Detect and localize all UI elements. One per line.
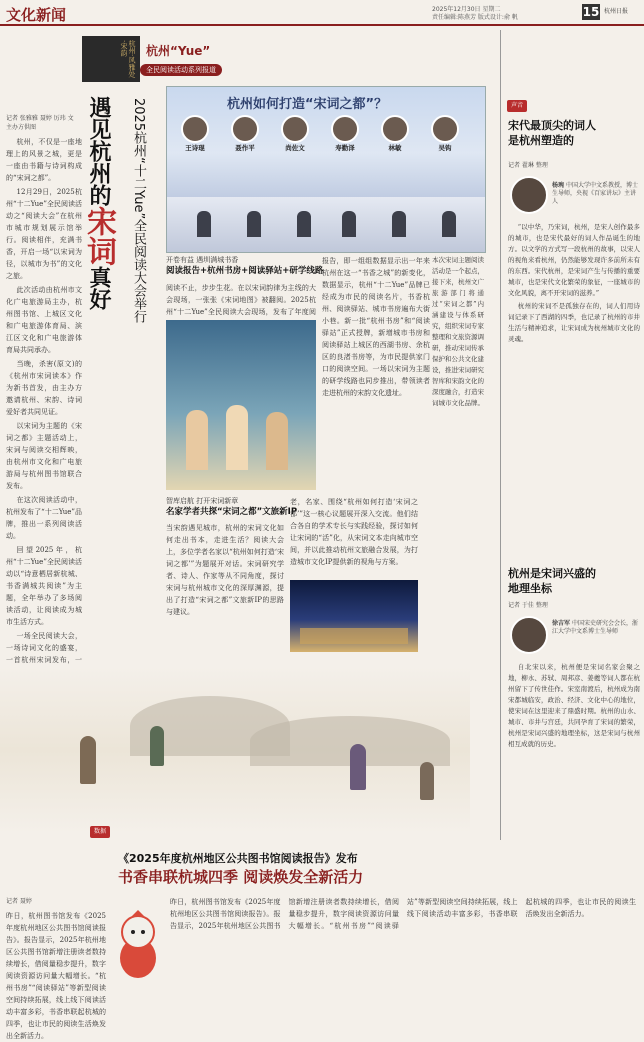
- main-headline: [81, 96, 116, 396]
- speaker-figure: [297, 211, 311, 237]
- section4-body: 老，名家、围绕“杭州如何打造‘宋词之都’”这一核心议题展开深入交流。他们结合各自的学术专长与实践经验，探讨如何让宋词的“活”化，从宋词文本走向城市空间，并以此推动杭州文旅融合发展，为打造城市文化IP提供新的视角与方案。: [290, 498, 418, 566]
- section3-headline: 名家学者共探“宋词之都”文旅新IP: [166, 507, 298, 517]
- lead-paragraph: 当晚，杀害(原文)的《杭州市宋词读本》作为新书首发，由主办方邀请杭州、宋韵、诗词爱好者共同见证。: [6, 360, 82, 416]
- headline-part2: 真好: [86, 266, 111, 310]
- event-photo: [166, 86, 486, 253]
- stage-lights: [300, 628, 408, 644]
- headline-highlight: 宋词: [81, 206, 116, 266]
- paper-logo: 杭州日报: [604, 8, 629, 15]
- guest-name: 吴钩: [438, 144, 452, 152]
- right-paragraph: “以中华，乃宋词，杭州，是宋人创作最多的城市，也是宋代最好的词人作品诞生的地方。以文学的方式写一段杭州的故事，以宋人的视角来看杭州，仍然能够发现许多前所未有的东西。宋代杭州，是宋词产生与传播的重要城市，也是宋代文化繁荣的象征，一座城市的文化风貌，离不开宋词的滋养。”: [508, 223, 640, 297]
- editor-line: 责任编辑:陈燕芳 版式设计:俞 帆: [432, 14, 518, 21]
- guest-avatar: [431, 115, 459, 143]
- voice-tag: 声音: [507, 100, 527, 112]
- issue-date: 2025年12月30日 星期二: [432, 6, 501, 13]
- bottom-headline: 《2025年度杭州地区公共图书馆阅读报告》发布: [118, 852, 358, 865]
- lead-paragraph: 一场全民阅读大会，一场诗词文化的盛宴，一首杭州宋词发布，一: [6, 632, 82, 664]
- guest-card: [375, 115, 415, 152]
- right-byline2: 记者 于佳 整理: [508, 602, 548, 609]
- performer-figure: [186, 410, 208, 470]
- guest-row: [175, 115, 465, 152]
- side-note: 本次宋词主题阅读活动是一个起点，接下来，杭州文广旅游部门将通过“宋词之都”内涵建设与体系研究，组织宋词专家整理和文旅资源调研，推动宋词传承保护和公共文化建设，推进宋词研究智库和宋韵文化的深度融合，打造宋词城市文化品牌。: [432, 256, 484, 407]
- guest-avatar: [231, 115, 259, 143]
- guest-card: [225, 115, 265, 152]
- section3-body: 当宋韵遇见城市，杭州的宋词文化如何走出书本，走进生活？阅读大会上，多位学者名家以“杭州如何打造‘宋词之都’”为题展开对话。宋词研究学者、诗人、作家等从不同角度，探讨宋词与杭州城市文化的深厚渊源，提出了打造“宋词之都”文旅新IP的思路与建议。: [166, 524, 284, 616]
- section3-kicker: 智库启航 打开宋词新章: [166, 497, 239, 505]
- guest-avatar: [381, 115, 409, 143]
- guest-card: [325, 115, 365, 152]
- mascot-illustration: [112, 910, 164, 980]
- right-article1-body: [508, 222, 640, 412]
- right-title-line: 杭州是宋词兴盛的: [508, 567, 596, 580]
- speaker-figure: [197, 211, 211, 237]
- performer-figure: [266, 412, 288, 470]
- section1-headline: 阅读报告+杭州书房+阅读驿站+研学线路: [166, 266, 324, 276]
- guest-card: [425, 115, 465, 152]
- scholar-figure: [80, 736, 96, 784]
- lead-paragraph: 12月29日，2025杭州“十二Yue”全民阅读活动之“阅读大会”在杭州市城市规划展示馆举行。阅读相伴，充满书香，开启一场“以宋词为径，以城市为书”的文化之旅。: [6, 188, 82, 280]
- lead-article: [6, 136, 82, 664]
- series-subtitle: 全民阅读活动系列报道: [140, 64, 222, 76]
- bottom-subheadline: 书香串联杭城四季 阅读焕发全新活力: [118, 868, 364, 886]
- speaker-figure: [247, 211, 261, 237]
- performer-figure: [226, 405, 248, 470]
- guest-name: 聂作平: [235, 144, 255, 152]
- guest-card: [275, 115, 315, 152]
- guest-name: 林敏: [388, 144, 402, 152]
- guest-name: 王诗琨: [185, 144, 205, 152]
- right-paragraph: 杭州的宋词不是孤独存在的，词人们用诗词记录下了西湖的四季，也记录了杭州的市井生活与精神追求，让宋词成为杭州城市文化的灵魂。: [508, 302, 640, 343]
- right-title-line: 是杭州塑造的: [508, 134, 574, 147]
- section-title: 文化新闻: [6, 6, 67, 24]
- bottom-byline: 记者 聂婷: [6, 898, 32, 905]
- lead-byline: 记者 张雅雅 聂婷 厉玮 文 主办方供图: [6, 115, 74, 131]
- expert2-desc: 中国宋史研究会会长，浙江大学中文系博士生导师: [552, 620, 638, 635]
- speaker-figure: [342, 211, 356, 237]
- speaker-figure: [442, 211, 456, 237]
- expert2-name: 徐吉军: [552, 620, 571, 627]
- section1-kicker: 开卷有益 遇圳满城书香: [166, 256, 239, 264]
- data-tag: 数据: [90, 826, 110, 838]
- ink-painting: [0, 666, 470, 834]
- headline-kicker: 2025杭州“十二Yue”全民阅读大会举行: [131, 98, 146, 324]
- headline-part1: 遇见杭州的: [86, 96, 111, 206]
- expert1-name: 杨琬: [552, 182, 565, 189]
- page-number: 15: [582, 5, 600, 19]
- right-article2-title: [508, 566, 638, 596]
- expert-portrait: [510, 616, 548, 654]
- bottom-body-col1: 昨日，杭州图书馆发布《2025年度杭州地区公共图书馆阅读报告》。报告显示，2025年杭州地区公共图书馆新增注册读者数持续增长，借阅量稳步提升，数字阅读资源访问量大幅增长。“杭州书房”“阅读驿站”等新型阅读空间持续拓展，线上线下阅读活动丰富多彩，书香串联起杭城的四季，也让市民的阅读生活焕发出全新活力。: [6, 912, 106, 1040]
- lead-paragraph: 以宋词为主题的《宋词之都》主题活动上，宋词与阅读交相辉映，由杭州市文化和广电旅游局与杭州图书馆联合发布。: [6, 422, 82, 490]
- guest-name: 寿勤泽: [335, 144, 355, 152]
- bottom-body-columns: 昨日，杭州图书馆发布《2025年度杭州地区公共图书馆阅读报告》。报告显示，2025年杭州地区公共图书馆新增注册读者数持续增长，借阅量稳步提升，数字阅读资源访问量大幅增长。“杭州书房”“阅读驿站”等新型阅读空间持续拓展，线上线下阅读活动丰富多彩，书香串联起杭城的四季，也让市民的阅读生活焕发出全新活力。: [170, 898, 636, 930]
- stage-floor: [167, 197, 485, 252]
- right-article1-title: [508, 118, 638, 148]
- expert1-desc: 中国大学中文系教授，博士生导师，央视《百家讲坛》主讲人: [552, 182, 638, 205]
- photo-banner-title: 杭州如何打造“宋词之都”？: [227, 97, 388, 112]
- right-paragraph: 自北宋以来，杭州便是宋词名家会聚之地，柳永、苏轼、周邦彦、姜夔等词人都在杭州留下了传世佳作。宋室南渡后，杭州成为南宋都城临安，政治、经济、文化中心的地位，使宋词在这里迎来了鼎盛时期。杭州的山水、城市、市井与宫廷，共同孕育了宋词的繁荣，杭州是宋词兴盛的地理坐标，这是宋词与杭州相互成就的历史。: [508, 663, 640, 748]
- expert2-caption: [552, 620, 640, 636]
- header-rule: [0, 24, 644, 26]
- right-title-line: 宋代最顶尖的词人: [508, 119, 596, 132]
- stage-photo: [290, 580, 418, 652]
- right-byline1: 记者 翟琳 整理: [508, 162, 548, 169]
- issue-meta: [432, 6, 518, 22]
- scholar-figure: [350, 744, 366, 790]
- right-title-line: 地理坐标: [508, 582, 552, 595]
- expert1-caption: [552, 182, 640, 206]
- expert-portrait: [510, 176, 548, 214]
- section2-body: 报告，即一组组数据显示出一年来杭州在这一“书香之城”的新变化，数据显示，杭州“十二Yue”品牌已经成为市民的阅读名片，书香杭州、阅读驿站、城市书房遍布大街小巷。新一批“杭州书房”和“阅读驿站”正式授牌，新增城市书房和阅读驿站上城区的西湖书房、余杭区的良渚书房等，为市民提供家门口的阅读空间。一场以宋词为主题的研学线路也同步推出，带领读者走进杭州的宋韵文化遗址。: [322, 257, 430, 397]
- guest-avatar: [281, 115, 309, 143]
- scholar-figure: [150, 726, 164, 766]
- guest-name: 尚佐文: [285, 144, 305, 152]
- guest-avatar: [181, 115, 209, 143]
- series-brush-badge: 杭州·风雅处·宋韵: [82, 36, 140, 82]
- section1-body: 阅读不止，步步生花。在以宋词韵律为主线的大会现场，一张张《宋词地图》被翻阅。2025杭州“十二Yue”全民阅读大会现场，发布了年度阅: [166, 284, 316, 316]
- lead-paragraph: 此次活动由杭州市文化广电旅游局主办，杭州图书馆、上城区文化和广电旅游体育局、滨江区文化和广电旅游体育局共同承办。: [6, 286, 82, 354]
- lead-paragraph: 回望2025年，杭州“十二Yue”全民阅读活动以“诗意栖居新杭城、书香满城共阅读”为主题，全年举办了多场阅读活动，让阅读成为城市生活方式。: [6, 546, 82, 626]
- series-title: 杭州“Yue”: [146, 44, 211, 58]
- performance-photo: [166, 320, 316, 490]
- column-divider: [500, 30, 501, 840]
- speaker-figure: [392, 211, 406, 237]
- guest-card: [175, 115, 215, 152]
- scholar-figure: [420, 762, 434, 800]
- lead-paragraph: 在这次阅读活动中，杭州发布了“十二Yue”品牌，推出一系列阅读活动。: [6, 496, 82, 540]
- guest-avatar: [331, 115, 359, 143]
- lead-paragraph: 杭州，不仅是一座地理上的风景之城，更是一座由书籍与诗词构成的“宋词之都”。: [6, 138, 82, 182]
